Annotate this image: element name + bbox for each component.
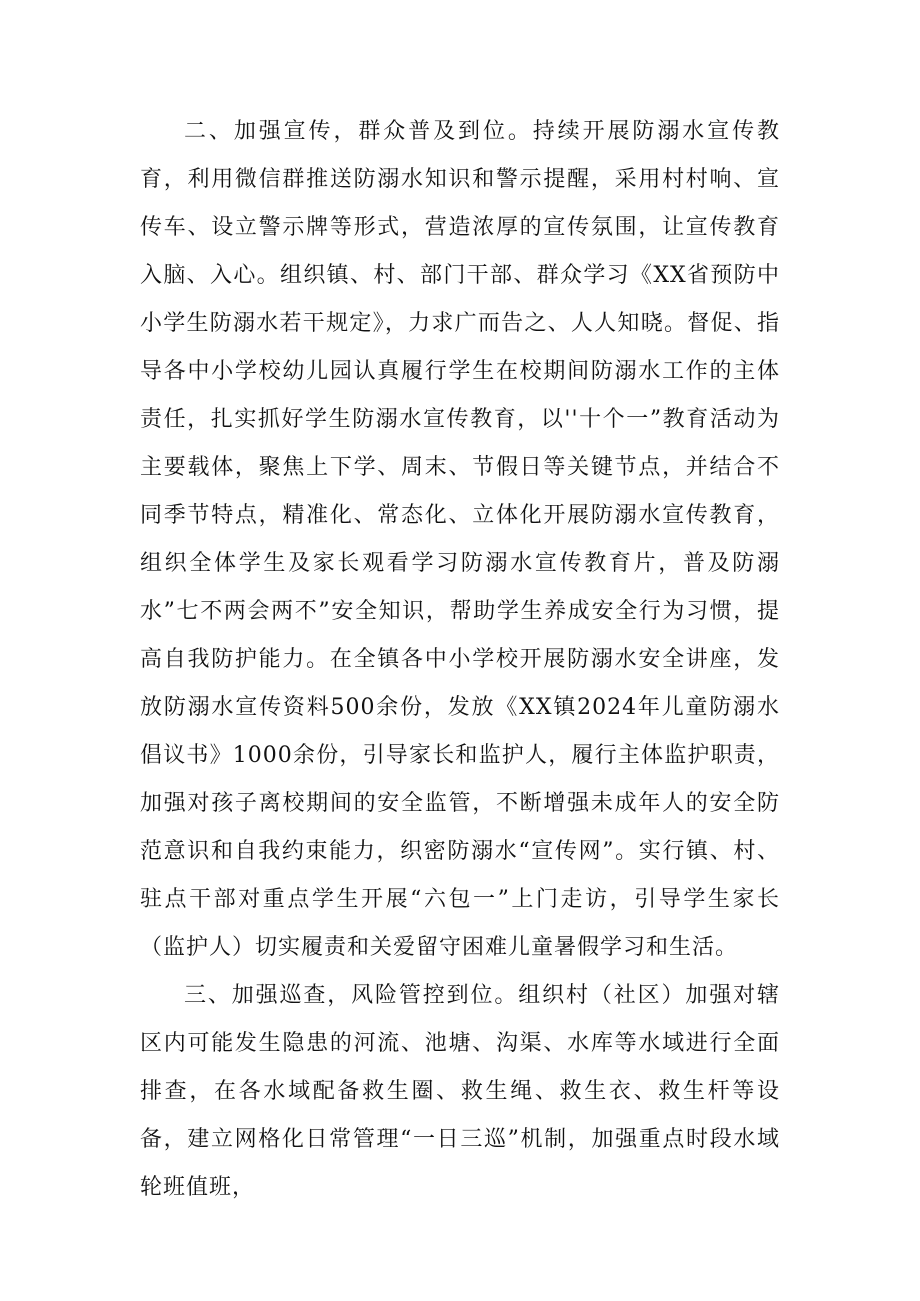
paragraph-publicity: 二、加强宣传，群众普及到位。持续开展防溺水宣传教育，利用微信群推送防溺水知识和警示提醒，采用村村响、宣传车、设立警示牌等形式，营造浓厚的宣传氛围，让宣传教育入脑、入心。组织镇、村、部门干部、群众学习《XX省预防中小学生防溺水若干规定》，力求广而告之、人人知晓。督促、指导各中小学校幼儿园认真履行学生在校期间防溺水工作的主体责任，扎实抓好学生防溺水宣传教育，以''十个一”教育活动为主要载体，聚焦上下学、周末、节假日等关键节点，并结合不同季节特点，精准化、常态化、立体化开展防溺水宣传教育，组织全体学生及家长观看学习防溺水宣传教育片，普及防溺水”七不两会两不”安全知识，帮助学生养成安全行为习惯，提高自我防护能力。在全镇各中小学校开展防溺水安全讲座，发放防溺水宣传资料500余份，发放《XX镇2024年儿童防溺水倡议书》1000余份，引导家长和监护人，履行主体监护职责，加强对孩子离校期间的安全监管，不断增强未成年人的安全防范意识和自我约束能力，织密防溺水“宣传网”。实行镇、村、驻点干部对重点学生开展“六包一”上门走访，引导学生家长（监护人）切实履责和关爱留守困难儿童暑假学习和生活。 (140, 119, 780, 960)
document-body (140, 108, 780, 1212)
paragraph-inspection: 三、加强巡查，风险管控到位。组织村（社区）加强对辖区内可能发生隐患的河流、池塘、沟渠、水库等水域进行全面排查，在各水域配备救生圈、救生绳、救生衣、救生杆等设备，建立网格化日常管理“一日三巡”机制，加强重点时段水域轮班值班， (140, 983, 780, 1200)
